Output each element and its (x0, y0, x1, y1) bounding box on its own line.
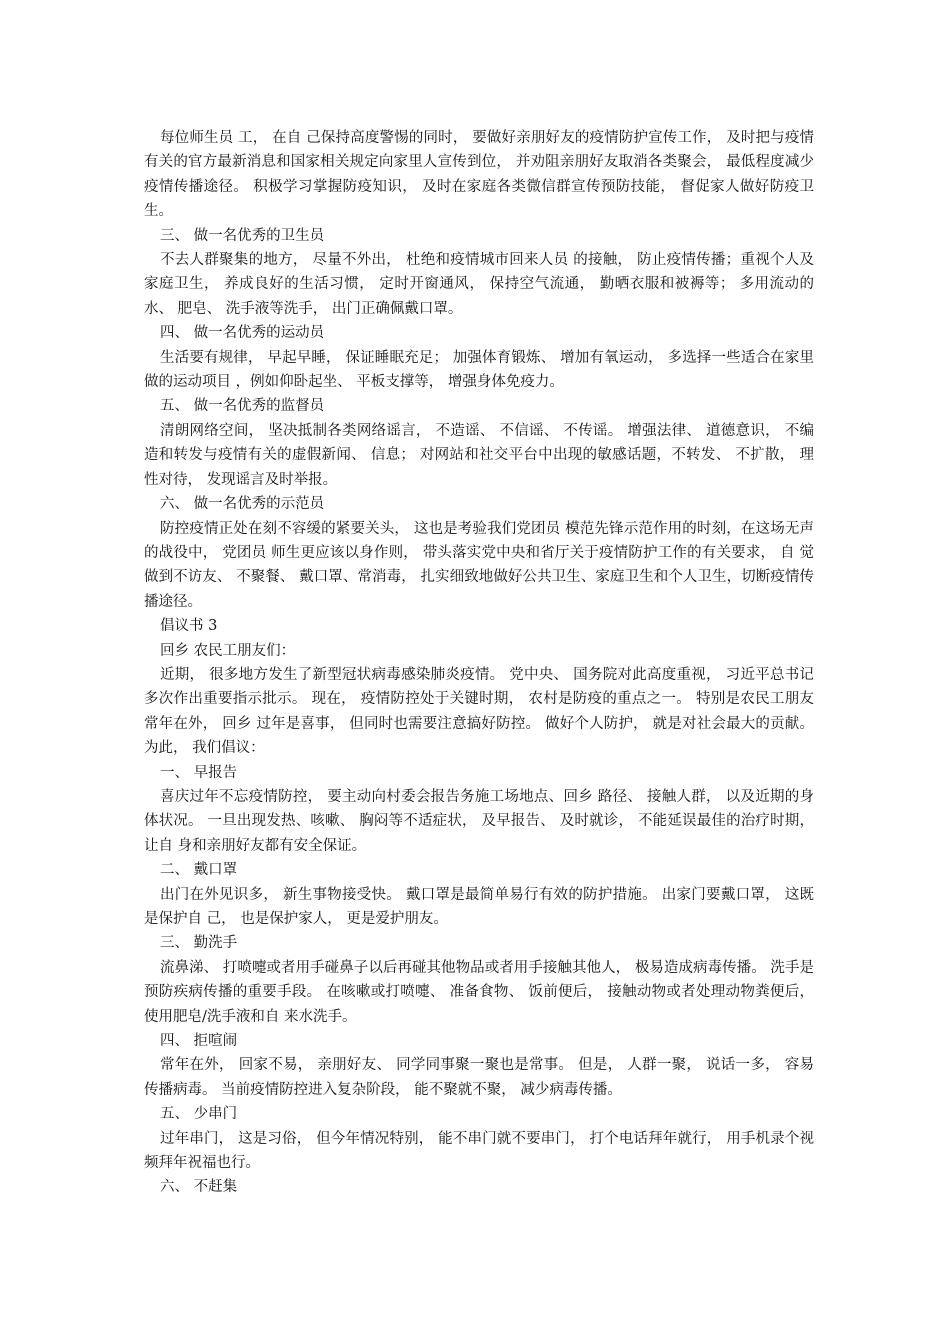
salutation: 回乡 农民工朋友们： (160, 642, 296, 659)
paragraph: 每位师生员 工， 在自 己保持高度警惕的同时， 要做好亲朋好友的疫情防护宣传工作， 及时把与疫情有关的官方最新消息和国家相关规定向家里人宣传到位， 并劝阻亲朋好友取消各类聚会， 最低程度减少疫情传播途径。 积极学习掌握防疫知识， 及时在家庭各类微信群宣传预防技能， 督促家人做好防疫卫生。 (144, 130, 814, 220)
paragraph: 不去人群聚集的地方， 尽量不外出， 杜绝和疫情城市回来人员 的接触， 防止疫情传播；重视个人及家庭卫生， 养成良好的生活习惯， 定时开窗通风， 保持空气流通， 勤晒衣服和被褥等； 多用流动的水、 肥皂、 洗手液等洗手， 出门正确佩戴口罩。 (144, 252, 814, 317)
section-heading: 五、 做一名优秀的监督员 (160, 398, 325, 415)
paragraph: 清朗网络空间， 坚决抵制各类网络谣言， 不造谣、 不信谣、 不传谣。 增强法律、 道德意识， 不编造和转发与疫情有关的虚假新闻、 信息； 对网站和社交平台中出现的敏感话题，不转发、 不扩散， 理性对待， 发现谣言及时举报。 (144, 422, 814, 488)
section-heading: 一、 早报告 (160, 764, 238, 781)
paragraph: 生活要有规律， 早起早睡， 保证睡眠充足； 加强体育锻炼、 增加有氧运动， 多选择一些适合在家里做的运动项目 ，例如仰卧起坐、 平板支撑等， 增强身体免疫力。 (144, 349, 814, 391)
paragraph: 常年在外， 回家不易， 亲朋好友、 同学同事聚一聚也是常事。 但是， 人群一聚， 说话一多， 容易传播病毒。 当前疫情防控进入复杂阶段， 能不聚就不聚， 减少病毒传播。 (144, 1057, 814, 1098)
section-heading: 三、 勤洗手 (160, 935, 238, 952)
section-heading: 五、 少串门 (160, 1106, 238, 1123)
document-title: 倡议书 3 (160, 618, 218, 635)
section-heading: 六、 不赶集 (160, 1179, 238, 1196)
section-heading: 三、 做一名优秀的卫生员 (160, 227, 325, 244)
document-body (144, 126, 814, 1200)
paragraph: 近期， 很多地方发生了新型冠状病毒感染肺炎疫情。 党中央、 国务院对此高度重视， 习近平总书记多次作出重要指示批示。 现在， 疫情防控处于关键时期， 农村是防疫的重点之一。 特别是农民工朋友常年在外， 回乡 过年是喜事， 但同时也需要注意搞好防控。 做好个人防护， 就是对社会最大的贡献。 为此， 我们倡议： (144, 666, 814, 757)
paragraph: 喜庆过年不忘疫情防控， 要主动向村委会报告务施工场地点、回乡 路径、 接触人群， 以及近期的身体状况。 一旦出现发热、咳嗽、 胸闷等不适症状， 及早报告、 及时就诊， 不能延误最佳的治疗时期， 让自 身和亲朋好友都有安全保证。 (144, 788, 814, 854)
paragraph: 防控疫情正处在刻不容缓的紧要关头， 这也是考验我们党团员 模范先锋示范作用的时刻，在这场无声的战役中， 党团员 师生更应该以身作则， 带头落实党中央和省厅关于疫情防护工作的有关要求， 自 觉做到不访友、 不聚餐、 戴口罩、常消毒， 扎实细致地做好公共卫生、家庭卫生和个人卫生，切断疫情传播途径。 (144, 520, 814, 610)
paragraph: 过年串门， 这是习俗， 但今年情况特别， 能不串门就不要串门， 打个电话拜年就行， 用手机录个视频拜年祝福也行。 (144, 1130, 814, 1172)
section-heading: 二、 戴口罩 (160, 862, 238, 879)
section-heading: 四、 做一名优秀的运动员 (160, 325, 325, 342)
paragraph: 流鼻涕、 打喷嚏或者用手碰鼻子以后再碰其他物品或者用手接触其他人， 极易造成病毒传播。 洗手是预防疾病传播的重要手段。 在咳嗽或打喷嚏、 准备食物、 饭前便后， 接触动物或者处理动物粪便后， 使用肥皂/洗手液和自 来水洗手。 (144, 959, 814, 1025)
section-heading: 四、 拒喧闹 (160, 1033, 238, 1050)
paragraph: 出门在外见识多， 新生事物接受快。 戴口罩是最简单易行有效的防护措施。 出家门要戴口罩， 这既是保护自 己， 也是保护家人， 更是爱护朋友。 (144, 886, 814, 927)
section-heading: 六、 做一名优秀的示范员 (160, 496, 325, 513)
